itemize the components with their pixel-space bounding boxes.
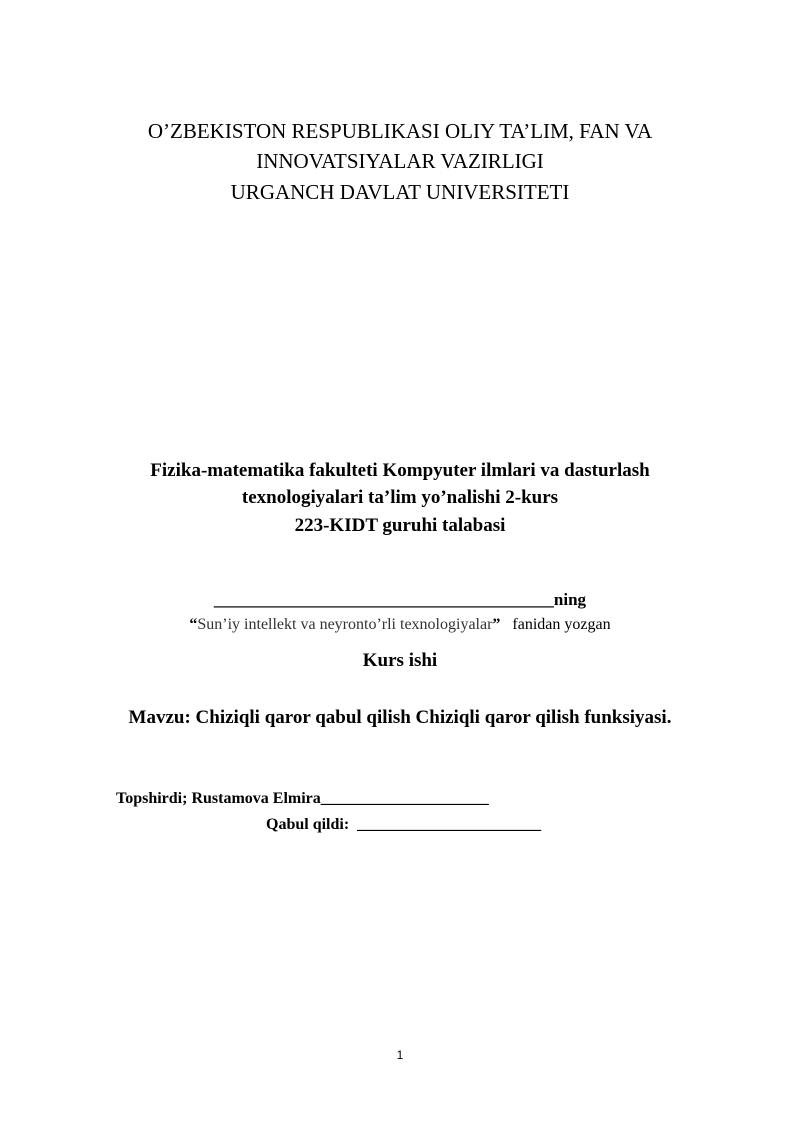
accepted-by-line [266, 814, 541, 836]
page-number: 1 [396, 1048, 404, 1062]
submitted-by-line [116, 788, 489, 810]
accepted-by-label: Qabul qildi: [266, 816, 350, 833]
student-name-blank: ________________________________________ [213, 590, 554, 609]
submitted-by-label: Topshirdi; Rustamova Elmira [116, 790, 321, 807]
ministry-title-line-2: INNOVATSIYALAR VAZIRLIGI [256, 149, 544, 173]
student-name-line [0, 589, 800, 611]
subject-open-quote: “ [189, 616, 198, 633]
ministry-title-line-1: O’ZBEKISTON RESPUBLIKASI OLIY TA’LIM, FAN VA [147, 119, 653, 143]
subject-line [0, 614, 800, 636]
submitted-by-blank: _____________________ [320, 790, 489, 807]
group-line: 223-KIDT guruhi talabasi [294, 515, 506, 536]
faculty-line-1: Fizika-matematika fakulteti Kompyuter ilmlari va dasturlash [150, 460, 650, 481]
university-name: URGANCH DAVLAT UNIVERSITETI [230, 180, 570, 204]
subject-suffix: fanidan yozgan [512, 616, 611, 633]
topic: Mavzu: Chiziqli qaror qabul qilish Chiziqli qaror qilish funksiyasi. [128, 707, 672, 728]
document-type: Kurs ishi [362, 650, 438, 671]
accepted-by-blank: _______________________ [357, 816, 542, 833]
faculty-line-2: texnologiyalari ta’lim yo’nalishi 2-kurs [241, 487, 559, 508]
student-name-suffix: ning [553, 590, 587, 609]
subject-name: Sun’iy intellekt va neyronto’rli texnologiyalar [197, 616, 493, 633]
subject-close-quote: ” [492, 616, 501, 633]
